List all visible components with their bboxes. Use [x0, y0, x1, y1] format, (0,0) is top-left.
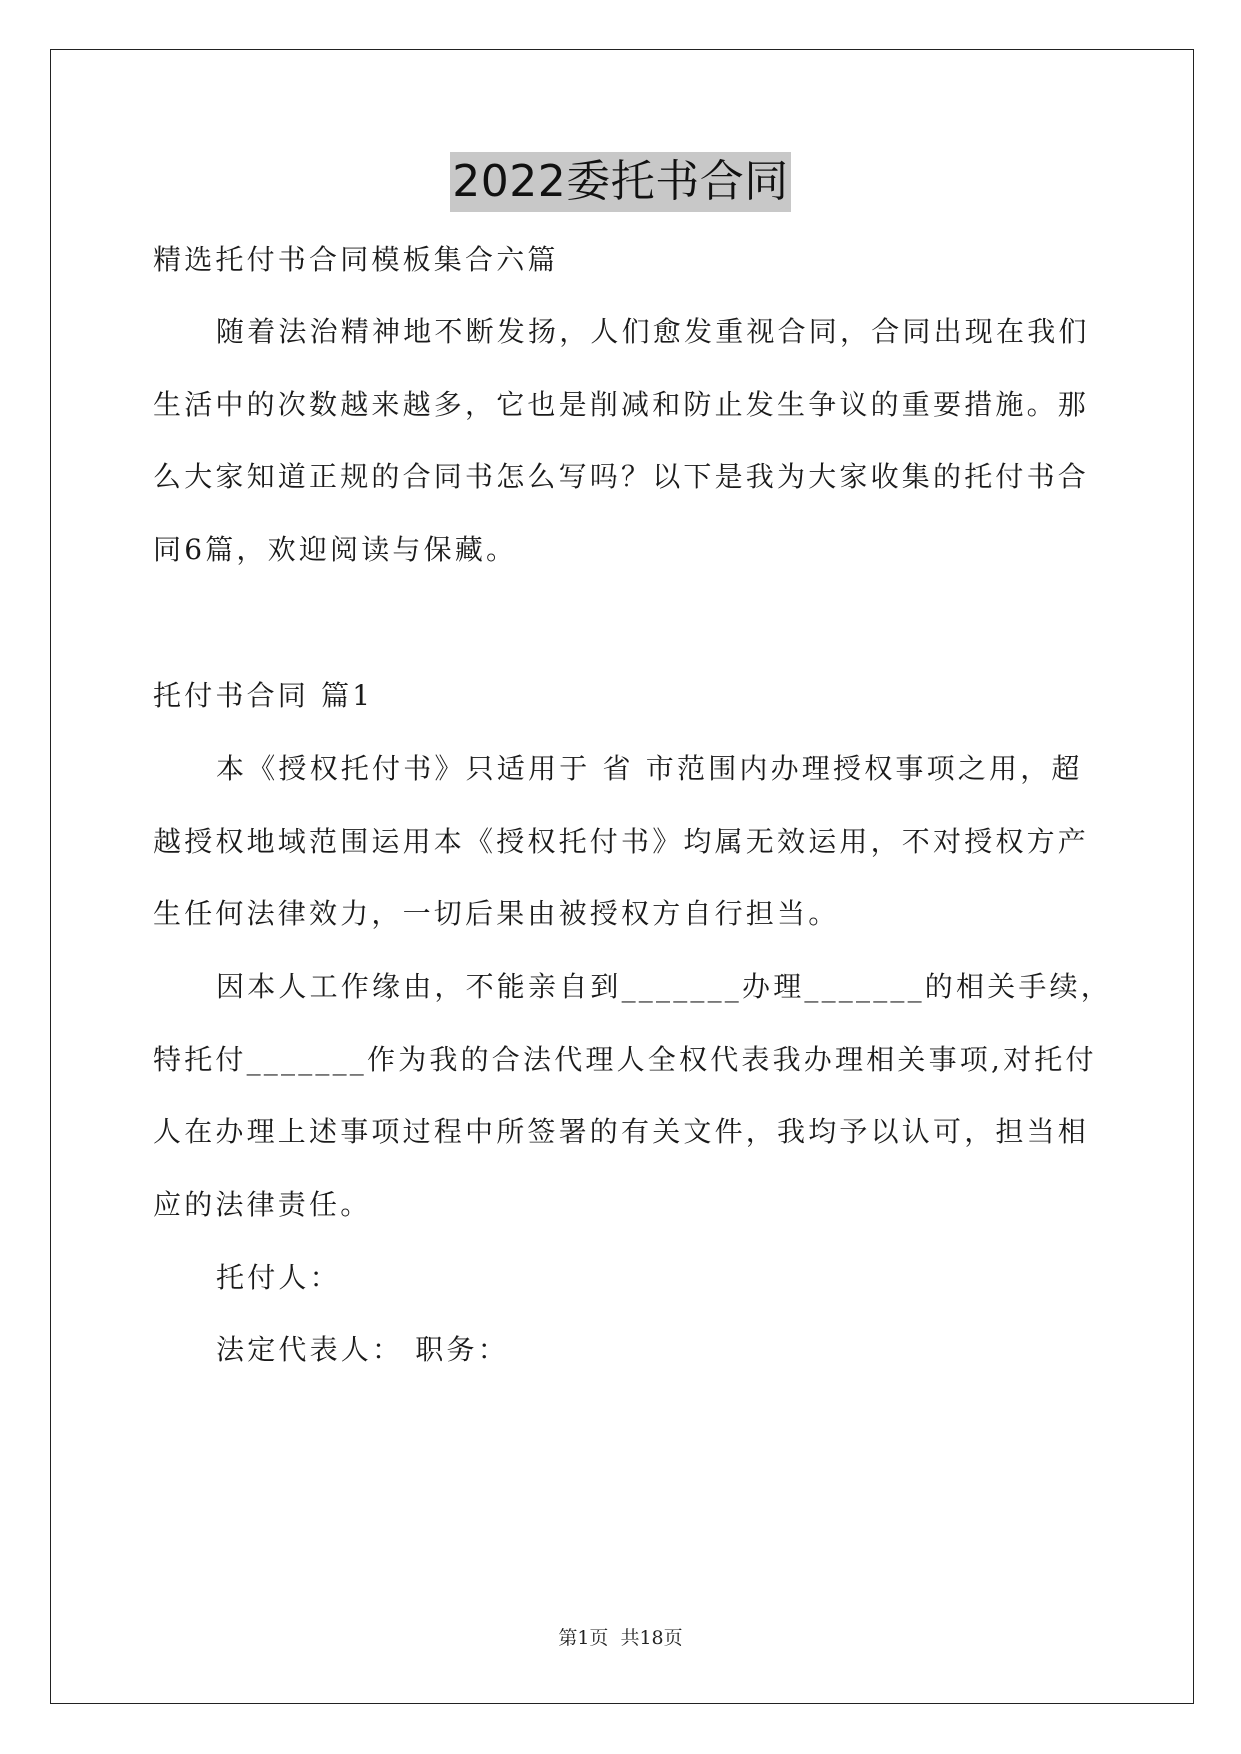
intro-line-3: 么大家知道正规的合同书怎么写吗？以下是我为大家收集的托付书合: [153, 460, 1090, 493]
document-title: 2022委托书合同: [450, 152, 790, 212]
intro-line-4: 同6篇，欢迎阅读与保藏。: [153, 533, 518, 566]
document-subtitle: 精选托付书合同模板集合六篇: [153, 243, 559, 276]
title-container: [0, 152, 1241, 212]
para1-line-3: 生任何法律效力，一切后果由被授权方自行担当。: [153, 897, 840, 930]
section-heading: 托付书合同 篇1: [153, 679, 374, 712]
page-number-current: 第1页: [558, 1627, 609, 1649]
para2-line-2: 特托付_______作为我的合法代理人全权代表我办理相关事项,对托付: [153, 1043, 1097, 1076]
intro-line-1: 随着法治精神地不断发扬，人们愈发重视合同，合同出现在我们: [216, 315, 1090, 348]
principal-label: 托付人：: [216, 1261, 341, 1294]
page-footer: [0, 1626, 1241, 1650]
intro-line-2: 生活中的次数越来越多，它也是削减和防止发生争议的重要措施。那: [153, 388, 1090, 421]
para2-line-4: 应的法律责任。: [153, 1188, 372, 1221]
para1-line-2: 越授权地域范围运用本《授权托付书》均属无效运用，不对授权方产: [153, 825, 1090, 858]
para2-line-1: 因本人工作缘由，不能亲自到_______办理_______的相关手续，: [216, 970, 1113, 1003]
para2-line-3: 人在办理上述事项过程中所签署的有关文件，我均予以认可，担当相: [153, 1115, 1090, 1148]
page-border: [50, 49, 1194, 1704]
legal-representative-line: 法定代表人： 职务：: [216, 1333, 509, 1366]
page-number-total: 共18页: [620, 1627, 683, 1649]
para1-line-1: 本《授权托付书》只适用于 省 市范围内办理授权事项之用，超: [216, 752, 1083, 785]
